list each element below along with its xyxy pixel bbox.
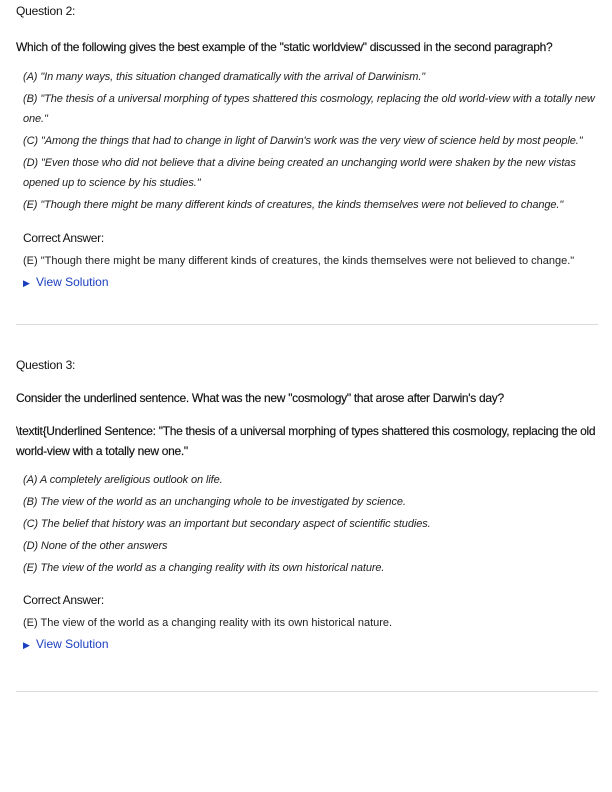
view-solution-label: View Solution [36,637,109,651]
option-c: (C) The belief that history was an important but secondary aspect of scientific studies. [23,518,431,530]
view-solution-label: View Solution [36,275,109,289]
view-solution-button[interactable] [23,275,109,289]
question-label: Question 3: [16,358,76,372]
correct-answer-label: Correct Answer: [23,593,104,607]
question-3 [16,325,598,653]
question-2 [16,0,598,291]
option-c: (C) "Among the things that had to change in light of Darwin's work was the very view of science held by most people." [23,135,583,147]
correct-answer-text: (E) "Though there might be many different kinds of creatures, the kinds themselves were not believed to change." [23,255,575,267]
option-a: (A) A completely areligious outlook on life. [23,474,223,486]
option-d: (D) "Even those who did not believe that a divine being created an unchanging world were shaken by the new vistas opened up to science by his studies." [23,157,576,189]
option-b: (B) "The thesis of a universal morphing of types shattered this cosmology, replacing the old world-view with a totally new one." [23,93,595,125]
option-e: (E) The view of the world as a changing reality with its own historical nature. [23,562,385,574]
option-list [16,470,598,578]
answer-block [16,593,598,653]
option-e: (E) "Though there might be many different kinds of creatures, the kinds themselves were not believed to change." [23,199,564,211]
view-solution-button[interactable] [23,637,109,651]
question-label: Question 2: [16,4,76,18]
option-a: (A) "In many ways, this situation changed dramatically with the arrival of Darwinism." [23,71,426,83]
question-text: Which of the following gives the best example of the "static worldview" discussed in the second paragraph? [16,40,553,54]
option-d: (D) None of the other answers [23,540,168,552]
correct-answer-text: (E) The view of the world as a changing reality with its own historical nature. [23,617,393,629]
option-list [16,67,598,215]
option-b: (B) The view of the world as an unchanging whole to be investigated by science. [23,496,406,508]
triangle-right-icon: ▶ [23,640,30,650]
question-text: Consider the underlined sentence. What was the new "cosmology" that arose after Darwin's day? [16,391,504,405]
triangle-right-icon: ▶ [23,278,30,288]
answer-block [16,231,598,291]
correct-answer-label: Correct Answer: [23,231,104,245]
question-divider [16,691,598,692]
underlined-sentence: \textit{Underlined Sentence: "The thesis of a universal morphing of types shattered this cosmology, replacing the old world-view with a totally new one." [16,424,596,458]
